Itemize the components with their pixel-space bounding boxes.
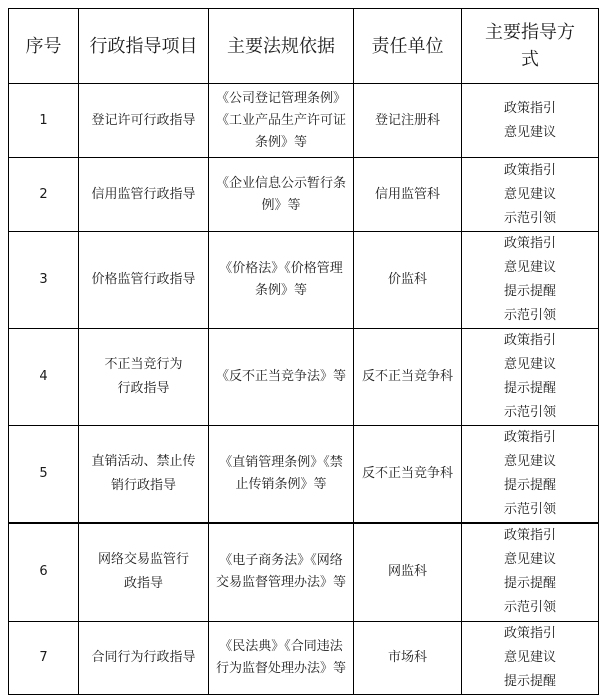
cell-methods [462,523,599,621]
cell-unit: 市场科 [354,621,462,694]
cell-law: 《电子商务法》《网络交易监督管理办法》等 [209,523,354,621]
method-item: 政策指引 [503,236,556,251]
table-row [9,232,599,329]
cell-index: 6 [9,523,79,621]
method-item: 提示提醒 [503,478,556,493]
cell-index: 2 [9,158,79,232]
header-unit: 责任单位 [354,9,462,84]
cell-unit: 反不正当竞争科 [354,329,462,426]
cell-index: 3 [9,232,79,329]
cell-methods [462,329,599,426]
table-row [9,84,599,158]
method-item: 示范引领 [503,210,556,226]
cell-law: 《价格法》《价格管理条例》等 [209,232,354,329]
cell-unit: 信用监管科 [354,158,462,232]
method-item: 意见建议 [503,124,556,140]
method-item: 意见建议 [503,260,556,275]
header-item: 行政指导项目 [79,9,209,84]
method-item: 意见建议 [503,186,556,202]
cell-item: 登记许可行政指导 [79,84,209,158]
cell-index: 1 [9,84,79,158]
cell-index: 7 [9,621,79,694]
cell-methods [462,621,599,694]
method-item: 提示提醒 [503,576,556,592]
header-index: 序号 [9,9,79,84]
method-item: 政策指引 [503,625,556,641]
cell-item: 直销活动、禁止传销行政指导 [79,426,209,524]
cell-item: 合同行为行政指导 [79,621,209,694]
cell-law: 《公司登记管理条例》《工业产品生产许可证条例》等 [209,84,354,158]
cell-item: 信用监管行政指导 [79,158,209,232]
table-row [9,426,599,524]
cell-methods [462,426,599,524]
method-item: 示范引领 [503,308,556,323]
method-item: 示范引领 [503,405,556,420]
cell-methods [462,84,599,158]
method-item: 政策指引 [503,162,556,178]
method-item: 提示提醒 [503,284,556,299]
method-item: 提示提醒 [503,673,556,689]
cell-law: 《直销管理条例》《禁止传销条例》等 [209,426,354,524]
guidance-table [8,8,599,695]
cell-index: 4 [9,329,79,426]
method-item: 政策指引 [503,333,556,348]
method-item: 意见建议 [503,357,556,372]
table-row [9,523,599,621]
method-item: 示范引领 [503,600,556,616]
cell-item: 价格监管行政指导 [79,232,209,329]
cell-index: 5 [9,426,79,524]
cell-methods [462,232,599,329]
method-item: 意见建议 [503,454,556,469]
cell-law: 《民法典》《合同违法行为监督处理办法》等 [209,621,354,694]
cell-item: 不正当竞行为行政指导 [79,329,209,426]
table-row [9,329,599,426]
method-item: 提示提醒 [503,381,556,396]
cell-unit: 反不正当竞争科 [354,426,462,524]
cell-unit: 登记注册科 [354,84,462,158]
cell-unit: 网监科 [354,523,462,621]
header-row [9,9,599,84]
header-law: 主要法规依据 [209,9,354,84]
method-item: 政策指引 [503,528,556,544]
cell-law: 《企业信息公示暂行条例》等 [209,158,354,232]
cell-law: 《反不正当竞争法》等 [209,329,354,426]
cell-unit: 价监科 [354,232,462,329]
method-item: 意见建议 [503,552,556,568]
method-item: 意见建议 [503,649,556,665]
table-row [9,621,599,694]
header-method: 主要指导方式 [462,9,599,84]
method-item: 政策指引 [503,430,556,445]
method-item: 示范引领 [503,502,556,517]
cell-methods [462,158,599,232]
method-item: 政策指引 [503,100,556,116]
table-row [9,158,599,232]
cell-item: 网络交易监管行政指导 [79,523,209,621]
